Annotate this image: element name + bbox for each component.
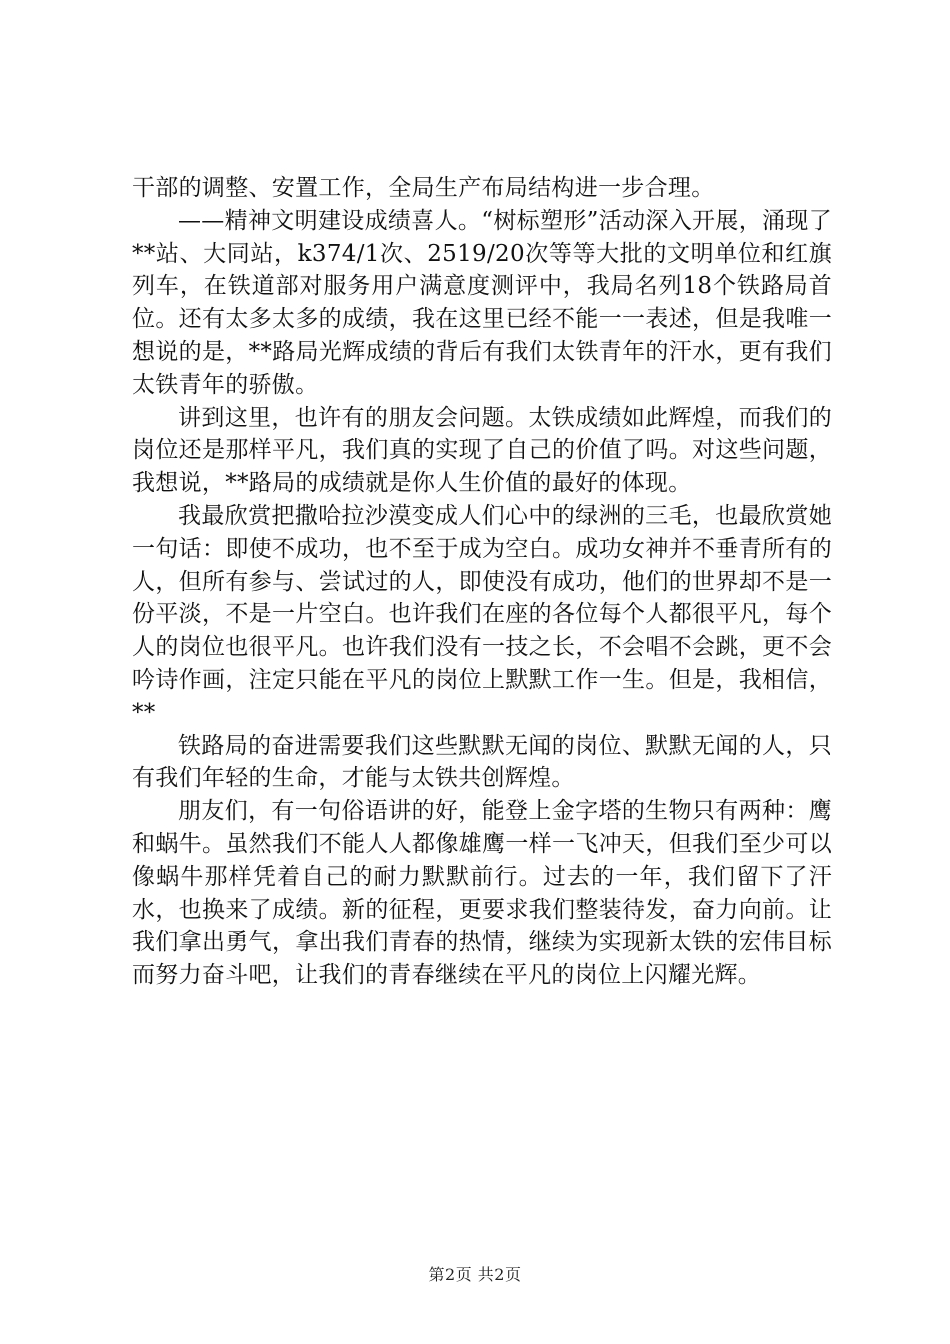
- paragraph-6: 朋友们，有一句俗语讲的好，能登上金字塔的生物只有两种：鹰和蜗牛。虽然我们不能人人都像雄鹰一样一飞冲天，但我们至少可以像蜗牛那样凭着自己的耐力默默前行。过去的一年，我们留下了汗水，也换来了成绩。新的征程，更要求我们整装待发，奋力向前。让我们拿出勇气，拿出我们青春的热情，继续为实现新太铁的宏伟目标而努力奋斗吧，让我们的青春继续在平凡的岗位上闪耀光辉。: [132, 798, 832, 989]
- paragraph-3: 讲到这里，也许有的朋友会问题。太铁成绩如此辉煌，而我们的岗位还是那样平凡，我们真的实现了自己的价值了吗。对这些问题，我想说，**路局的成绩就是你人生价值的最好的体现。: [132, 404, 832, 497]
- document-body: [132, 172, 832, 992]
- page-number-label: 第2页 共2页: [428, 1265, 522, 1284]
- paragraph-4: 我最欣赏把撒哈拉沙漠变成人们心中的绿洲的三毛，也最欣赏她一句话：即使不成功，也不至于成为空白。成功女神并不垂青所有的人，但所有参与、尝试过的人，即使没有成功，他们的世界却不是一份平淡，不是一片空白。也许我们在座的各位每个人都很平凡，每个人的岗位也很平凡。也许我们没有一技之长，不会唱不会跳，更不会吟诗作画，注定只能在平凡的岗位上默默工作一生。但是，我相信，**: [132, 502, 832, 726]
- paragraph-1: 干部的调整、安置工作，全局生产布局结构进一步合理。: [132, 175, 715, 201]
- paragraph-5: 铁路局的奋进需要我们这些默默无闻的岗位、默默无闻的人，只有我们年轻的生命，才能与太铁共创辉煌。: [132, 732, 832, 792]
- paragraph-2: ——精神文明建设成绩喜人。“树标塑形”活动深入开展，涌现了**站、大同站，k374/1次、2519/20次等等大批的文明单位和红旗列车，在铁道部对服务用户满意度测评中，我局名列18个铁路局首位。还有太多太多的成绩，我在这里已经不能一一表述，但是我唯一想说的是，**路局光辉成绩的背后有我们太铁青年的汗水，更有我们太铁青年的骄傲。: [132, 207, 832, 398]
- page-footer: [0, 1262, 950, 1285]
